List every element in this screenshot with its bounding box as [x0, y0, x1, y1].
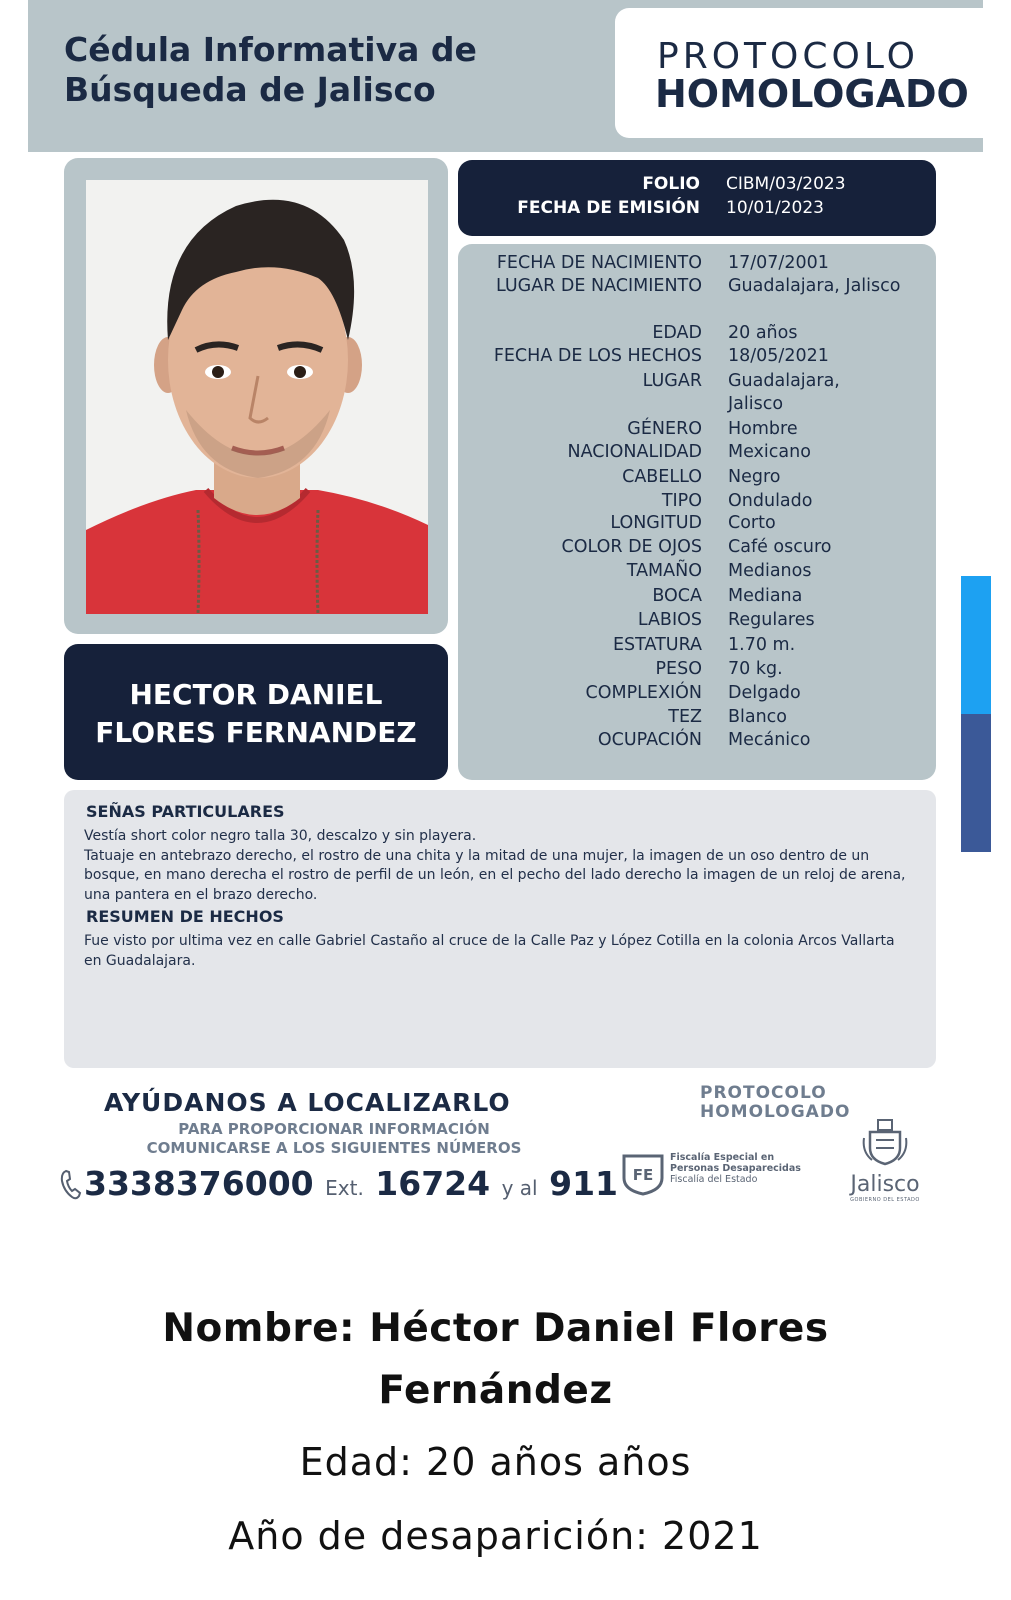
fe-agency-text	[670, 1152, 801, 1185]
detail-label: COLOR DE OJOS	[561, 537, 702, 557]
phone-line	[60, 1164, 618, 1203]
caption-age: Edad: 20 años años	[299, 1440, 692, 1484]
detail-value: Medianos	[728, 561, 812, 581]
detail-value: Mexicano	[728, 442, 811, 462]
help-title: AYÚDANOS A LOCALIZARLO	[104, 1088, 511, 1117]
folio-card	[458, 160, 936, 236]
detail-label: FECHA DE LOS HECHOS	[493, 346, 702, 366]
detail-value: Corto	[728, 513, 776, 533]
detail-label: TAMAÑO	[626, 561, 702, 581]
emergency-number: 911	[549, 1164, 619, 1203]
help-subtitle	[114, 1120, 554, 1158]
folio-row	[458, 174, 936, 198]
resumen-title: RESUMEN DE HECHOS	[86, 907, 284, 926]
folio-label: FOLIO	[642, 174, 700, 194]
fe-line1: Fiscalía Especial en	[670, 1152, 775, 1163]
detail-label: OCUPACIÓN	[597, 730, 702, 750]
person-photo	[86, 180, 428, 614]
detail-value: 70 kg.	[728, 659, 783, 679]
folio-value: CIBM/03/2023	[726, 174, 846, 194]
detail-value: Mediana	[728, 586, 803, 606]
fe-line3: Fiscalía del Estado	[670, 1174, 758, 1185]
detail-value: Blanco	[728, 707, 788, 727]
senas-text-2: Tatuaje en antebrazo derecho, el rostro de una chita y la mitad de una mujer, la imagen de un oso dentro de un bosque, en mano derecha el rostro de perfil de un león, en el pecho del lado derecho la imagen de un reloj de arena, una pantera en el brazo derecho.	[84, 847, 906, 903]
search-flyer	[28, 0, 983, 1230]
detail-label: BOCA	[652, 586, 702, 606]
caption-year: Año de desaparición: 2021	[228, 1514, 763, 1558]
detail-value: 17/07/2001	[728, 253, 829, 273]
phone-icon	[60, 1167, 82, 1201]
detail-label: LUGAR DE NACIMIENTO	[495, 276, 702, 296]
footer-protocol	[700, 1084, 850, 1122]
detail-label: LABIOS	[637, 610, 702, 630]
detail-value: Guadalajara, Jalisco	[728, 276, 901, 296]
caption-name-line2: Fernández	[378, 1368, 613, 1413]
issue-date-value: 10/01/2023	[726, 198, 824, 218]
detail-label: GÉNERO	[627, 419, 702, 439]
jalisco-name: Jalisco	[850, 1172, 920, 1197]
protocol-line1: PROTOCOLO	[657, 36, 919, 77]
svg-text:FE: FE	[632, 1166, 654, 1184]
ext-label: Ext.	[325, 1176, 364, 1200]
notes-card	[64, 790, 936, 1068]
detail-label: TEZ	[668, 707, 702, 727]
detail-label: ESTATURA	[612, 635, 702, 655]
flyer-title-line1: Cédula Informativa de	[64, 30, 477, 69]
details-card	[458, 244, 936, 780]
facebook-share-strip[interactable]	[961, 714, 991, 852]
detail-value: Mecánico	[728, 730, 811, 750]
help-sub-line1: PARA PROPORCIONAR INFORMACIÓN	[178, 1120, 490, 1138]
fe-line2: Personas Desaparecidas	[670, 1163, 801, 1174]
person-name-card	[64, 644, 448, 780]
jalisco-sub: GOBIERNO DEL ESTADO	[850, 1197, 920, 1203]
detail-label: EDAD	[652, 323, 702, 343]
detail-label: LUGAR	[642, 371, 702, 391]
jalisco-logo	[840, 1118, 930, 1203]
detail-value: Regulares	[728, 610, 815, 630]
caption-name	[0, 1298, 991, 1422]
detail-value: Negro	[728, 467, 781, 487]
photo-card	[64, 158, 448, 634]
detail-label: NACIONALIDAD	[567, 442, 702, 462]
flyer-footer	[28, 1078, 983, 1218]
senas-title: SEÑAS PARTICULARES	[86, 802, 285, 821]
detail-value: Delgado	[728, 683, 801, 703]
footer-protocol-line2: HOMOLOGADO	[700, 1102, 851, 1122]
detail-value: 20 años	[728, 323, 798, 343]
person-name-line2: FLORES FERNANDEZ	[95, 716, 417, 749]
detail-value: 18/05/2021	[728, 346, 829, 366]
detail-label: COMPLEXIÓN	[585, 683, 702, 703]
detail-label: CABELLO	[622, 467, 702, 487]
jalisco-crest-icon	[860, 1118, 910, 1166]
flyer-title-line2: Búsqueda de Jalisco	[64, 70, 436, 109]
fe-badge-icon	[620, 1152, 666, 1200]
detail-value: Café oscuro	[728, 537, 832, 557]
caption-name-line1: Nombre: Héctor Daniel Flores	[162, 1306, 829, 1351]
detail-label: LONGITUD	[610, 513, 702, 533]
issue-date-row	[458, 198, 936, 222]
detail-value: Hombre	[728, 419, 798, 439]
detail-label: FECHA DE NACIMIENTO	[496, 253, 702, 273]
protocol-badge	[615, 8, 983, 138]
resumen-text: Fue visto por ultima vez en calle Gabriel Castaño al cruce de la Calle Paz y López Cotilla en la colonia Arcos Vallarta en Guadalajara.	[84, 933, 895, 969]
flyer-header	[28, 0, 983, 152]
senas-text-1: Vestía short color negro talla 30, descalzo y sin playera.	[84, 828, 477, 844]
detail-label: PESO	[655, 659, 702, 679]
issue-date-label: FECHA DE EMISIÓN	[517, 198, 700, 218]
detail-label: TIPO	[661, 491, 702, 511]
and-label: y al	[501, 1176, 538, 1200]
detail-value: Jalisco	[728, 394, 784, 414]
detail-value: Ondulado	[728, 491, 813, 511]
footer-protocol-line1: PROTOCOLO	[700, 1083, 827, 1103]
detail-value: 1.70 m.	[728, 635, 796, 655]
flyer-title	[64, 30, 584, 110]
help-sub-line2: COMUNICARSE A LOS SIGUIENTES NÚMEROS	[146, 1139, 522, 1157]
twitter-share-strip[interactable]	[961, 576, 991, 714]
protocol-line2: HOMOLOGADO	[655, 72, 969, 116]
ext-number: 16724	[375, 1164, 491, 1203]
detail-value: Guadalajara,	[728, 371, 840, 391]
person-name-line1: HECTOR DANIEL	[129, 678, 383, 711]
phone-number: 3338376000	[84, 1164, 314, 1203]
